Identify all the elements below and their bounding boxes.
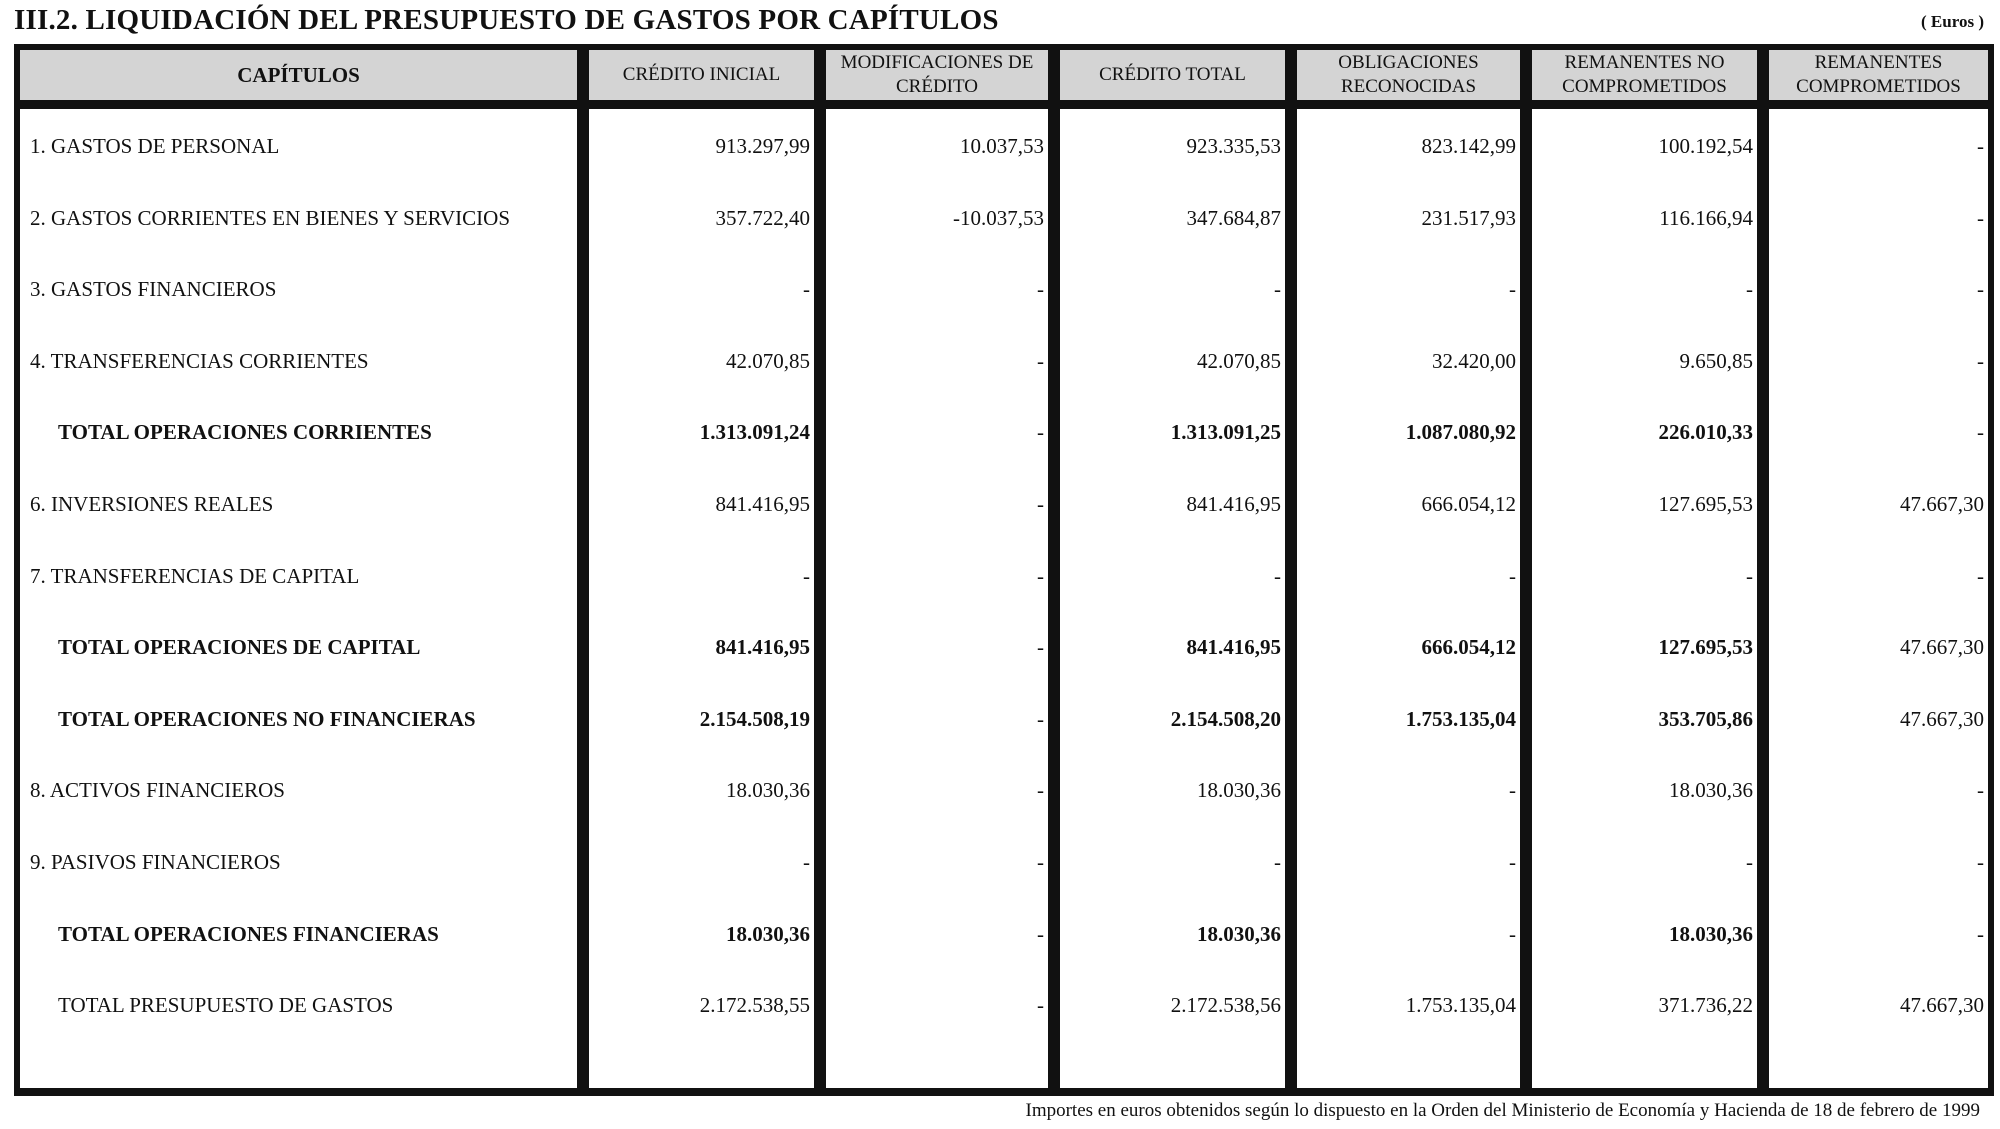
column-header: REMANENTES COMPROMETIDOS xyxy=(1769,50,1988,100)
column-body xyxy=(1060,109,1285,1088)
table-cell: 841.416,95 xyxy=(1186,635,1281,660)
table-cell: 18.030,36 xyxy=(726,921,810,946)
table-cell: 32.420,00 xyxy=(1432,348,1516,373)
row-label: 3. GASTOS FINANCIEROS xyxy=(30,277,277,302)
table-cell: 47.667,30 xyxy=(1900,993,1984,1018)
column-header: OBLIGACIONES RECONOCIDAS xyxy=(1297,50,1520,100)
table-cell: 231.517,93 xyxy=(1421,205,1516,230)
table-cell: - xyxy=(1509,563,1516,588)
table-cell: 1.087.080,92 xyxy=(1405,420,1516,445)
table-cell: - xyxy=(1977,778,1984,803)
table-cell: 127.695,53 xyxy=(1658,492,1753,516)
column-3 xyxy=(1054,44,1291,1096)
table-cell: - xyxy=(1037,348,1044,373)
table-cell: - xyxy=(1977,420,1984,445)
units-label: ( Euros ) xyxy=(1921,12,1984,31)
table-cell: 47.667,30 xyxy=(1900,492,1984,516)
row-label: TOTAL OPERACIONES FINANCIERAS xyxy=(58,921,439,946)
table-cell: - xyxy=(1509,778,1516,803)
page-title: III.2. LIQUIDACIÓN DEL PRESUPUESTO DE GASTOS POR CAPÍTULOS xyxy=(14,4,999,36)
table-cell: 666.054,12 xyxy=(1421,635,1516,660)
table-cell: -10.037,53 xyxy=(953,205,1044,230)
table-cell: 357.722,40 xyxy=(715,205,810,230)
column-header: REMANENTES NO COMPROMETIDOS xyxy=(1532,50,1757,100)
table-cell: - xyxy=(1977,205,1984,230)
column-body xyxy=(20,109,577,1088)
table-cell: 42.070,85 xyxy=(726,348,810,373)
row-label: TOTAL OPERACIONES CORRIENTES xyxy=(58,420,432,445)
table-cell: 18.030,36 xyxy=(1197,778,1281,803)
column-0 xyxy=(14,44,583,1096)
column-header: MODIFICACIONES DE CRÉDITO xyxy=(826,50,1048,100)
table-cell: 18.030,36 xyxy=(726,778,810,803)
table-cell: - xyxy=(1037,921,1044,946)
table-cell: - xyxy=(1977,850,1984,874)
table-cell: - xyxy=(1037,563,1044,588)
table-cell: - xyxy=(1509,277,1516,302)
table-cell: 18.030,36 xyxy=(1197,921,1281,946)
table-cell: - xyxy=(1746,563,1753,588)
table-cell: - xyxy=(1274,277,1281,302)
table-cell: - xyxy=(803,850,810,874)
table-cell: - xyxy=(1977,277,1984,302)
table-cell: 9.650,85 xyxy=(1679,348,1753,373)
table-cell: 2.172.538,55 xyxy=(699,993,810,1018)
table-cell: 42.070,85 xyxy=(1197,348,1281,373)
row-label: 6. INVERSIONES REALES xyxy=(30,492,274,516)
table-cell: 1.753.135,04 xyxy=(1405,706,1516,731)
column-body xyxy=(826,109,1048,1088)
column-5 xyxy=(1526,44,1763,1096)
column-header: CRÉDITO INICIAL xyxy=(589,50,814,100)
table-cell: 116.166,94 xyxy=(1659,205,1753,230)
table-cell: 18.030,36 xyxy=(1669,778,1753,803)
table-cell: 823.142,99 xyxy=(1421,134,1516,158)
table-cell: - xyxy=(1037,635,1044,660)
table-cell: 2.172.538,56 xyxy=(1170,993,1281,1018)
table-cell: 1.313.091,24 xyxy=(699,420,810,445)
row-label: 7. TRANSFERENCIAS DE CAPITAL xyxy=(30,563,360,588)
table-cell: - xyxy=(1274,563,1281,588)
table-cell: 841.416,95 xyxy=(715,492,810,516)
column-header: CRÉDITO TOTAL xyxy=(1060,50,1285,100)
table-cell: 371.736,22 xyxy=(1658,993,1753,1018)
table-cell: - xyxy=(803,563,810,588)
table-cell: - xyxy=(1037,850,1044,874)
footer-note: Importes en euros obtenidos según lo dispuesto en la Orden del Ministerio de Economía y Hacienda de 18 de febrero de 1999 xyxy=(1025,1100,1980,1121)
table-cell: - xyxy=(1977,921,1984,946)
table-cell: 1.313.091,25 xyxy=(1170,420,1281,445)
table-cell: 2.154.508,19 xyxy=(699,706,810,731)
column-body xyxy=(1532,109,1757,1088)
table-cell: - xyxy=(1977,348,1984,373)
table-cell: 47.667,30 xyxy=(1900,635,1984,660)
table-cell: - xyxy=(1274,850,1281,874)
column-6 xyxy=(1763,44,1994,1096)
table-cell: - xyxy=(1037,778,1044,803)
table-cell: - xyxy=(1746,850,1753,874)
table-cell: - xyxy=(1037,420,1044,445)
table-cell: 18.030,36 xyxy=(1669,921,1753,946)
row-label: 9. PASIVOS FINANCIEROS xyxy=(30,850,281,874)
row-label: 4. TRANSFERENCIAS CORRIENTES xyxy=(30,348,369,373)
row-label: 8. ACTIVOS FINANCIEROS xyxy=(30,778,285,803)
table-cell: 841.416,95 xyxy=(1186,492,1281,516)
row-label: TOTAL OPERACIONES DE CAPITAL xyxy=(58,635,421,660)
table-cell: 841.416,95 xyxy=(715,635,810,660)
table-cell: - xyxy=(1977,563,1984,588)
row-label: 1. GASTOS DE PERSONAL xyxy=(30,134,280,158)
column-body xyxy=(1297,109,1520,1088)
budget-table xyxy=(14,44,1994,1096)
table-cell: 913.297,99 xyxy=(715,134,810,158)
table-cell: - xyxy=(1509,921,1516,946)
table-cell: 347.684,87 xyxy=(1186,205,1281,230)
table-cell: - xyxy=(1977,134,1984,158)
table-cell: 226.010,33 xyxy=(1658,420,1753,445)
table-cell: 923.335,53 xyxy=(1186,134,1281,158)
table-cell: - xyxy=(1037,492,1044,516)
column-1 xyxy=(583,44,820,1096)
table-cell: 1.753.135,04 xyxy=(1405,993,1516,1018)
table-cell: 127.695,53 xyxy=(1658,635,1753,660)
column-header: CAPÍTULOS xyxy=(20,50,577,100)
table-cell: 100.192,54 xyxy=(1658,134,1753,158)
column-body xyxy=(589,109,814,1088)
column-2 xyxy=(820,44,1054,1096)
row-label: 2. GASTOS CORRIENTES EN BIENES Y SERVICIOS xyxy=(30,205,510,230)
column-4 xyxy=(1291,44,1526,1096)
table-cell: 666.054,12 xyxy=(1421,492,1516,516)
row-label: TOTAL OPERACIONES NO FINANCIERAS xyxy=(58,706,476,731)
table-cell: 10.037,53 xyxy=(960,134,1044,158)
table-cell: - xyxy=(1037,277,1044,302)
table-cell: - xyxy=(1037,706,1044,731)
table-cell: - xyxy=(1746,277,1753,302)
table-cell: - xyxy=(803,277,810,302)
table-cell: 353.705,86 xyxy=(1658,706,1753,731)
table-cell: 2.154.508,20 xyxy=(1170,706,1281,731)
table-cell: - xyxy=(1509,850,1516,874)
row-label: TOTAL PRESUPUESTO DE GASTOS xyxy=(58,993,394,1018)
column-body xyxy=(1769,109,1988,1088)
table-cell: - xyxy=(1037,993,1044,1018)
table-cell: 47.667,30 xyxy=(1900,706,1984,731)
